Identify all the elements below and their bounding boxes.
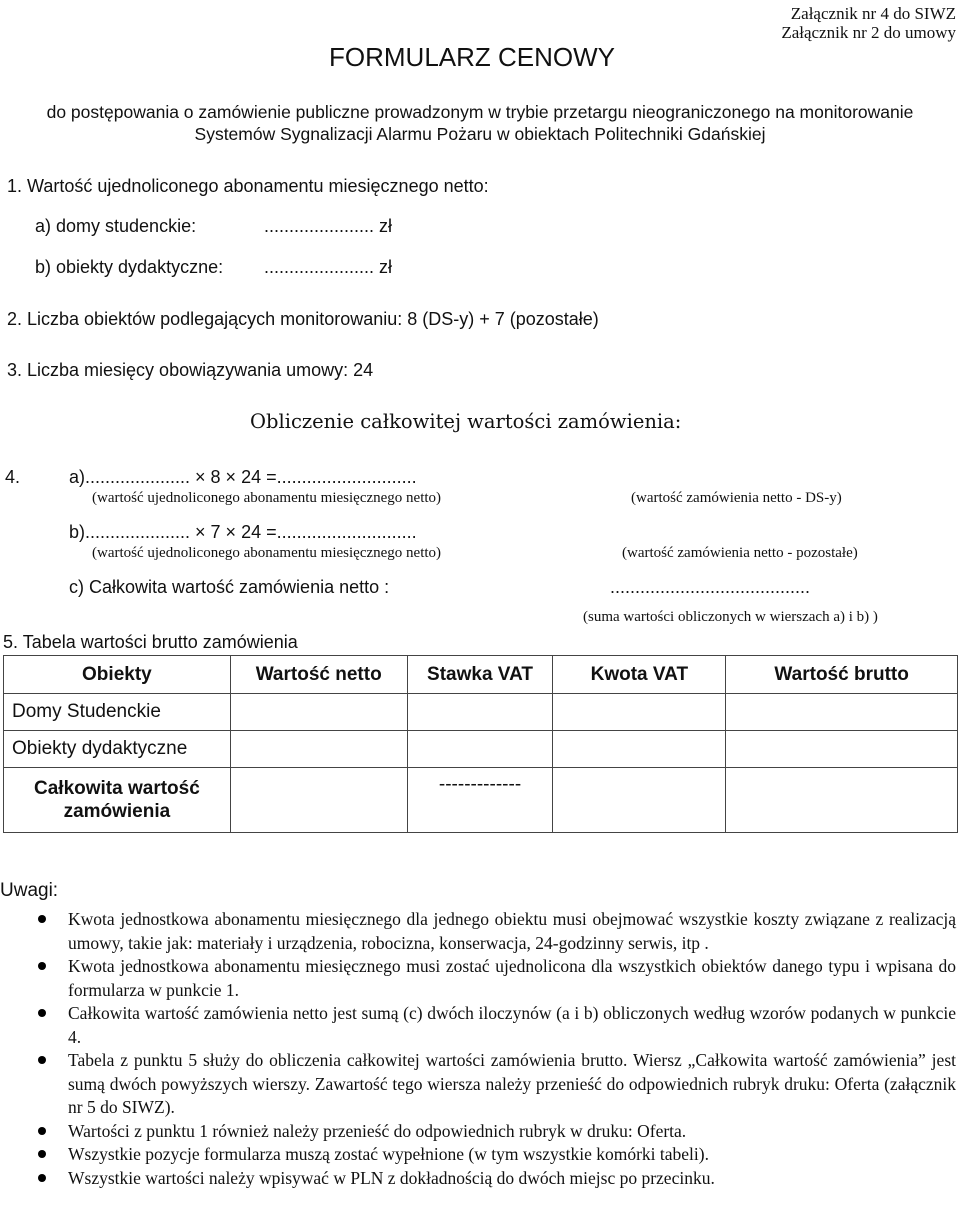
section3-months-count: 3. Liczba miesięcy obowiązywania umowy: 24 [7, 360, 374, 380]
section1-item-b-label: b) obiekty dydaktyczne: [35, 257, 224, 277]
row-label-total [4, 768, 231, 833]
section1-item-b-value[interactable]: ...................... zł [264, 257, 393, 277]
calculation-number: 4. [5, 467, 21, 487]
section5-heading: 5. Tabela wartości brutto zamówienia [3, 632, 298, 652]
list-item: Tabela z punktu 5 służy do obliczenia całkowitej wartości zamówienia brutto. Wiersz „Całkowita wartość zamówienia” jest sumą dwóch powyższych wierszy. Zawartość tego wiersza należy przenieść do odpowiednich rubryk druku: Oferta (załącznik nr 5 do SIWZ). [38, 1049, 956, 1120]
calculation-row-c-label: c) Całkowita wartość zamówienia netto : [69, 577, 390, 597]
cell-net-value[interactable] [230, 768, 407, 833]
intro-line-2: Systemów Sygnalizacji Alarmu Pożaru w obiektach Politechniki Gdańskiej [194, 124, 766, 144]
cell-vat-rate[interactable] [407, 731, 553, 768]
list-item: Wartości z punktu 1 również należy przenieść do odpowiednich rubryk w druku: Oferta. [38, 1120, 956, 1144]
column-header-vat-amount: Kwota VAT [553, 656, 726, 694]
list-item: Kwota jednostkowa abonamentu miesięcznego musi zostać ujednolicona dla wszystkich obiektów danego typu i wpisana do formularza w punkcie 1. [38, 955, 956, 1002]
notes-label: Uwagi: [0, 880, 59, 901]
section2-objects-count: 2. Liczba obiektów podlegających monitorowaniu: 8 (DS-y) + 7 (pozostałe) [7, 309, 599, 329]
row-label-total-line-2: zamówienia [63, 801, 171, 822]
calculation-row-a-note-left: (wartość ujednoliconego abonamentu miesięcznego netto) [92, 490, 442, 506]
list-item: Wszystkie wartości należy wpisywać w PLN z dokładnością do dwóch miejsc po przecinku. [38, 1167, 956, 1191]
cell-vat-amount[interactable] [553, 694, 726, 731]
section1-item-a-value[interactable]: ...................... zł [264, 216, 393, 236]
section1-heading: 1. Wartość ujednoliconego abonamentu miesięcznego netto: [7, 176, 489, 196]
calculation-row-b-note-left: (wartość ujednoliconego abonamentu miesięcznego netto) [92, 545, 442, 561]
cell-vat-amount[interactable] [553, 768, 726, 833]
calculation-row-b[interactable]: b)..................... × 7 × 24 =............................ [69, 522, 417, 542]
table-row [4, 731, 958, 768]
cell-gross-value[interactable] [726, 768, 958, 833]
annex-note-siwz: Załącznik nr 4 do SIWZ [790, 4, 956, 23]
column-header-gross-value: Wartość brutto [726, 656, 958, 694]
table-row [4, 694, 958, 731]
list-item: Kwota jednostkowa abonamentu miesięcznego dla jednego obiektu musi obejmować wszystkie koszty związane z realizacją umowy, takie jak: materiały i urządzenia, robocizna, konserwacja, 24-godzinny serwis, itp . [38, 908, 956, 955]
calculation-row-c-value[interactable]: ........................................ [610, 577, 811, 597]
row-label-teaching-buildings: Obiekty dydaktyczne [4, 731, 231, 768]
column-header-net-value: Wartość netto [230, 656, 407, 694]
cell-gross-value[interactable] [726, 694, 958, 731]
cell-vat-amount[interactable] [553, 731, 726, 768]
list-item: Całkowita wartość zamówienia netto jest sumą (c) dwóch iloczynów (a i b) obliczonych według wzorów podanych w punkcie 4. [38, 1002, 956, 1049]
cell-vat-rate[interactable] [407, 694, 553, 731]
table-total-row [4, 768, 958, 833]
column-header-vat-rate: Stawka VAT [407, 656, 553, 694]
cell-net-value[interactable] [230, 694, 407, 731]
calculation-row-a[interactable]: a)..................... × 8 × 24 =............................ [69, 467, 417, 487]
calculation-row-b-note-right: (wartość zamówienia netto - pozostałe) [622, 545, 858, 561]
list-item: Wszystkie pozycje formularza muszą zostać wypełnione (w tym wszystkie komórki tabeli). [38, 1143, 956, 1167]
calculation-row-c-note: (suma wartości obliczonych w wierszach a) i b) ) [583, 609, 878, 625]
column-header-objects: Obiekty [4, 656, 231, 694]
section1-item-a-label: a) domy studenckie: [35, 216, 197, 236]
calculation-row-a-note-right: (wartość zamówienia netto - DS-y) [631, 490, 842, 506]
annex-note-contract: Załącznik nr 2 do umowy [781, 23, 956, 42]
gross-value-table [3, 655, 958, 833]
row-label-student-houses: Domy Studenckie [4, 694, 231, 731]
table-header-row [4, 656, 958, 694]
cell-net-value[interactable] [230, 731, 407, 768]
page-title: FORMULARZ CENOWY [329, 42, 615, 72]
row-label-total-line-1: Całkowita wartość [34, 778, 200, 799]
intro-line-1: do postępowania o zamówienie publiczne prowadzonym w trybie przetargu nieograniczonego na monitorowanie [46, 102, 914, 122]
calculation-heading: Obliczenie całkowitej wartości zamówienia: [250, 410, 682, 433]
cell-gross-value[interactable] [726, 731, 958, 768]
cell-vat-rate-not-applicable: ------------- [407, 768, 553, 833]
notes-list [38, 908, 956, 1190]
